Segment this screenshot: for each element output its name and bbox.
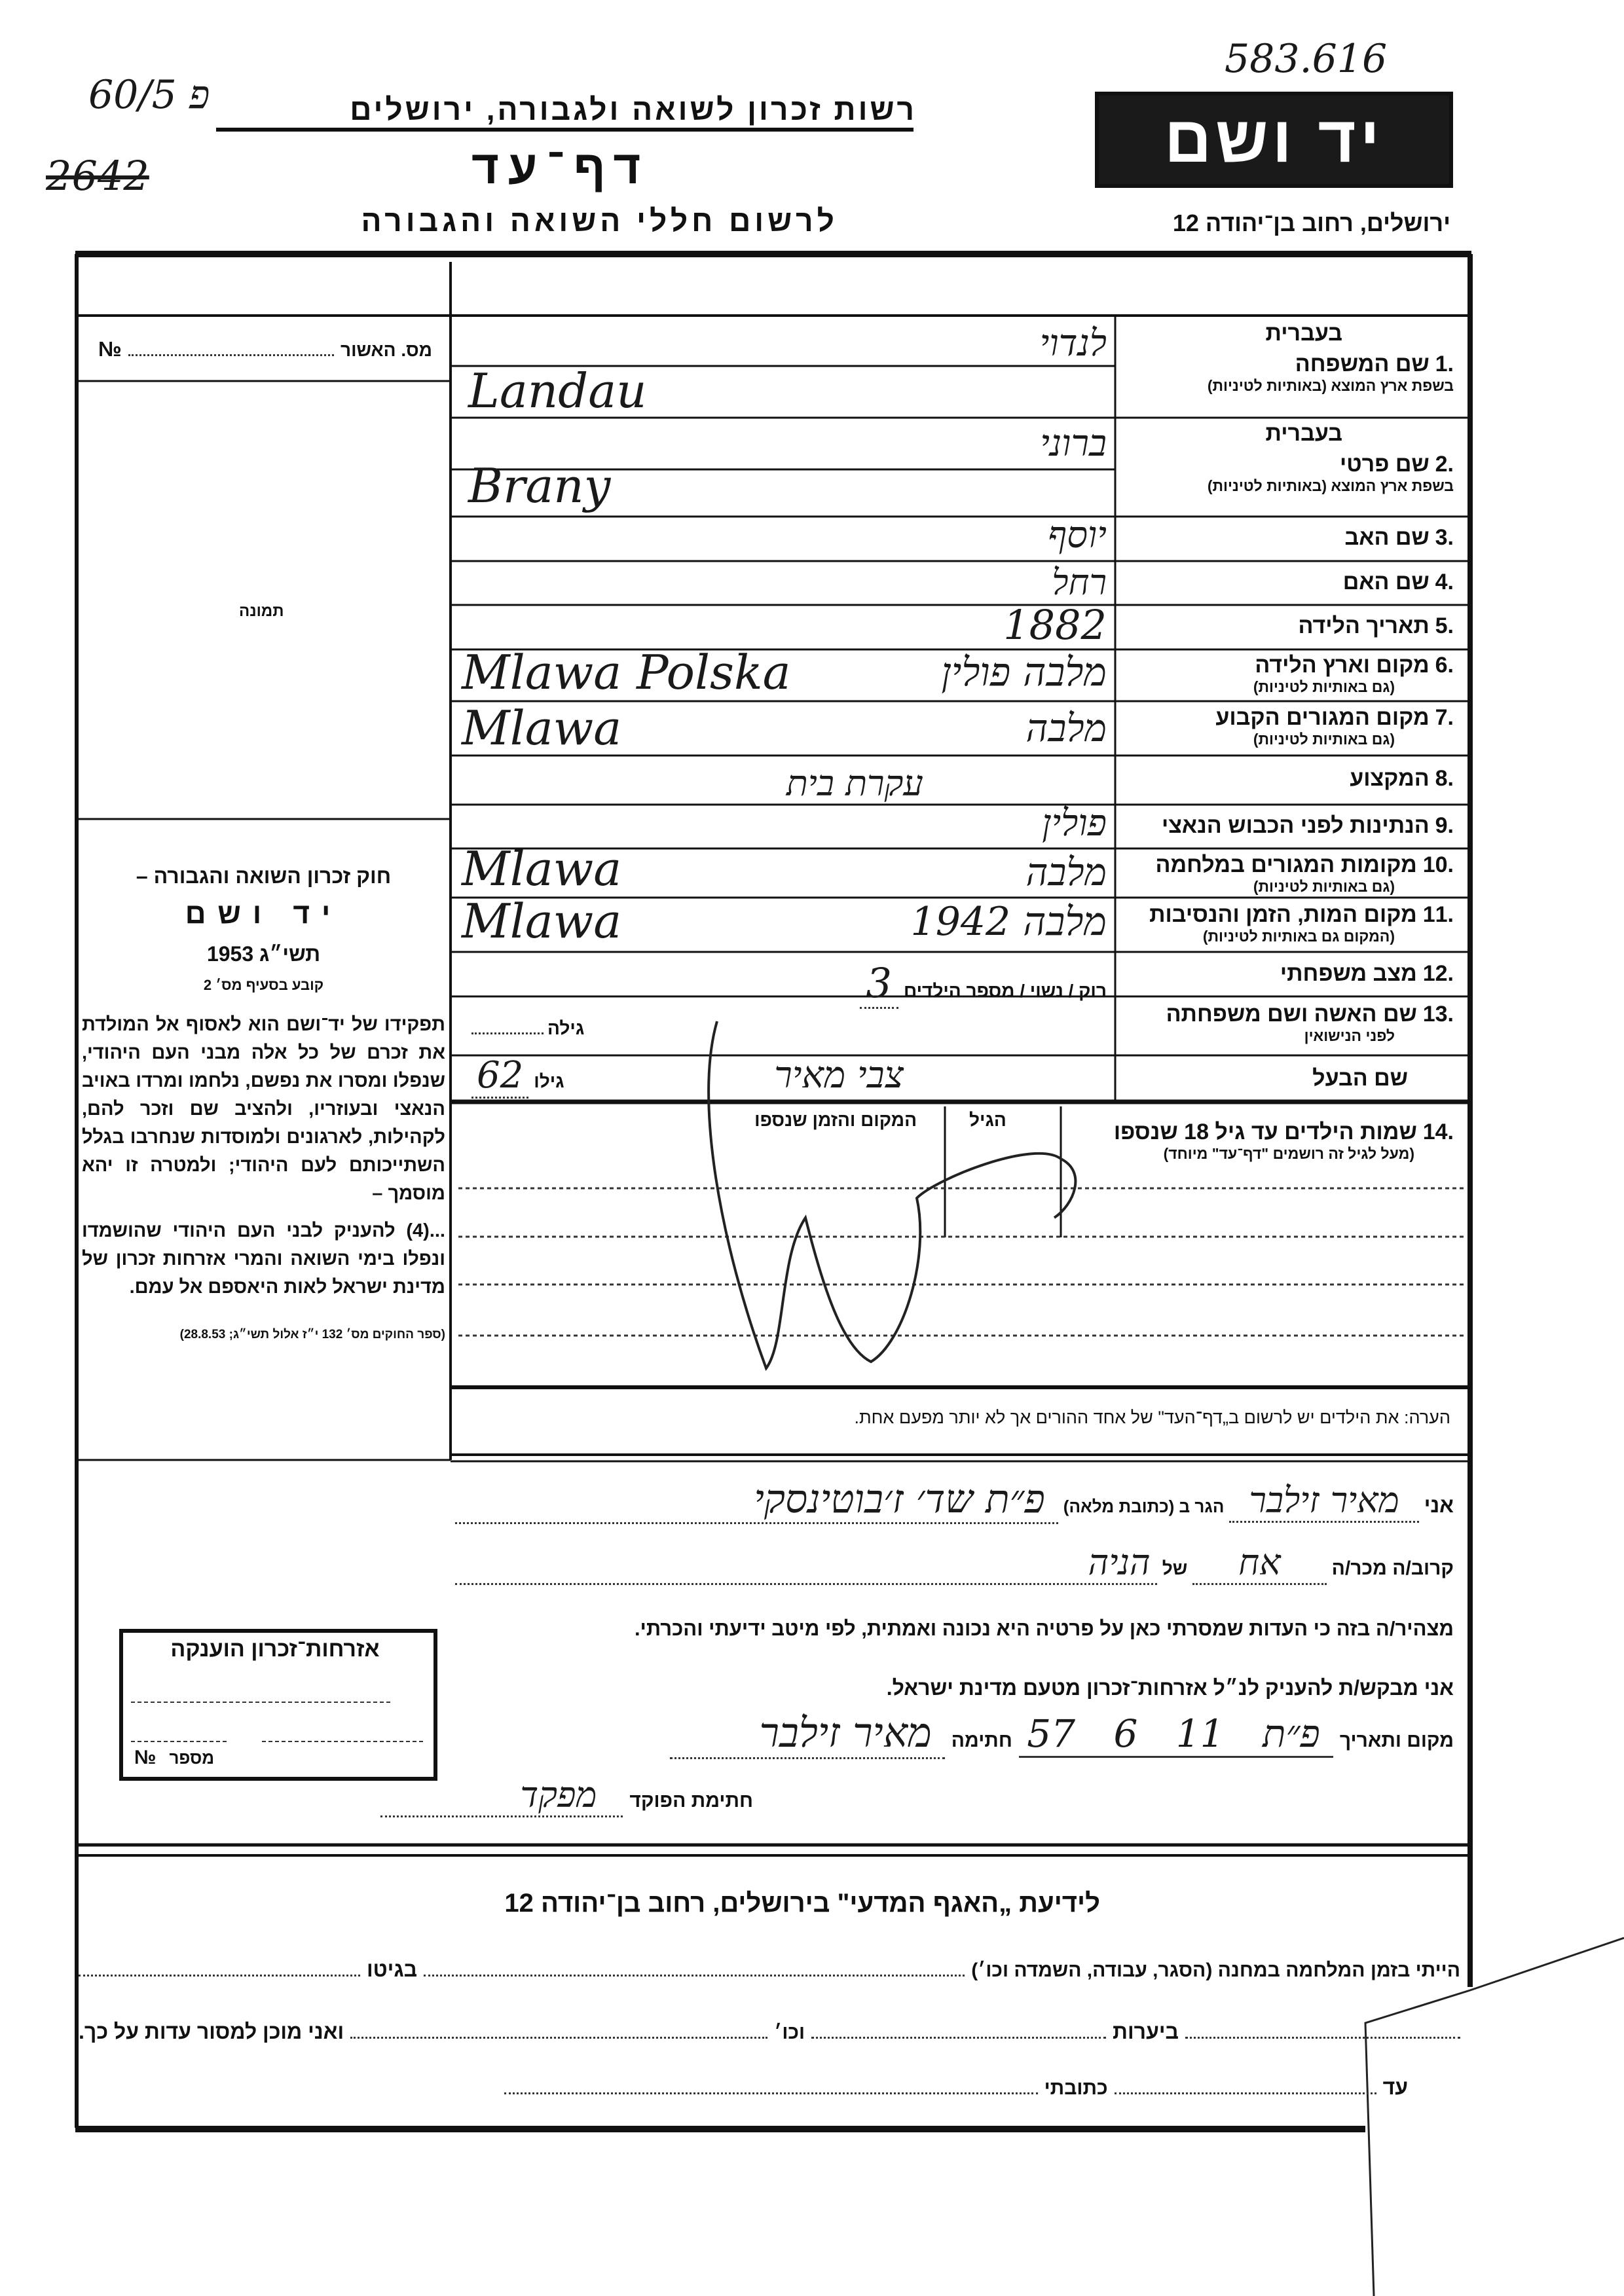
label-text: שם האב xyxy=(1344,525,1430,550)
logo-text: יד ושם xyxy=(1164,103,1384,176)
no-symbol: № xyxy=(98,337,122,361)
firstname-latin-value[interactable]: Brany xyxy=(468,458,611,513)
field-number: .10 xyxy=(1422,852,1454,877)
i-label: אני xyxy=(1424,1493,1454,1517)
field-number: .9 xyxy=(1435,813,1454,838)
of-label: של xyxy=(1162,1558,1188,1578)
forests-label: ביערות xyxy=(1113,2020,1179,2043)
testimony-label: ואני מוכן למסור עדות על כך. xyxy=(79,2020,344,2043)
label-text: מקום המגורים הקבוע xyxy=(1215,705,1430,730)
field-4-label xyxy=(1120,570,1454,595)
form-title: דף־עד xyxy=(471,141,650,194)
field-number: .2 xyxy=(1435,452,1454,477)
marital-status-field[interactable] xyxy=(860,959,1107,1009)
label-text: מקום המות, הזמן והנסיבות xyxy=(1149,902,1417,927)
witness-address-value[interactable]: פ״ת שד׳ ז׳בוטינסקי xyxy=(455,1476,1058,1524)
field-5-label xyxy=(1120,613,1454,639)
approval-label: מס. האשור xyxy=(340,340,432,360)
relation-label: קרוב/ה מכר/ה xyxy=(1331,1558,1454,1579)
struck-number xyxy=(46,152,149,200)
sub-label: (גם באותיות לטיניות) xyxy=(1253,678,1395,695)
approval-number-field[interactable] xyxy=(98,337,432,361)
struck-number-text: 2642 xyxy=(46,152,149,200)
birth-date-value[interactable]: 1882 xyxy=(1003,601,1107,649)
firstname-hebrew-value[interactable]: ברוני xyxy=(1040,422,1107,465)
label-text: תאריך הלידה xyxy=(1298,613,1430,638)
law-year: תשי״ג 1953 xyxy=(206,942,321,966)
sub-label: בשפת ארץ המוצא (באותיות לטיניות) xyxy=(1207,377,1454,394)
label-text: מצב משפחתי xyxy=(1280,961,1417,986)
wartime-residence-hebrew-value[interactable]: מלבה xyxy=(1025,850,1107,894)
witness-name-value[interactable]: מאיר זילבר xyxy=(1229,1480,1418,1523)
ghetto-label: בגיטו xyxy=(367,1958,418,1981)
label-text: שמות הילדים עד גיל 18 שנספו xyxy=(1113,1120,1417,1144)
death-place-hebrew-value[interactable]: מלבה 1942 xyxy=(910,899,1107,945)
field-number: .11 xyxy=(1422,902,1454,927)
field-7-label xyxy=(1120,705,1454,748)
sub-label: (גם באותיות לטיניות) xyxy=(1253,878,1395,895)
form-subtitle: לרשום חללי השואה והגבורה xyxy=(361,204,838,238)
torn-corner xyxy=(1365,1938,1624,2296)
children-note: הערה: את הילדים יש לרשום ב„דף־העד" של אחד ההורים אך לא יותר מפעם אחת. xyxy=(854,1408,1450,1427)
label-text: שם המשפחה xyxy=(1295,352,1430,376)
field-number: .13 xyxy=(1422,1002,1454,1027)
bottom-line-3[interactable] xyxy=(504,2075,1408,2100)
hebrew-tag: בעברית xyxy=(1265,321,1342,346)
law-paragraph-2: ...(4) להעניק לבני העם היהודי שהושמדו ונפלו בימי השואה והמרי אזרחות זכרון של מדינת ישראל לאות היאספם אל עמם. xyxy=(82,1220,445,1298)
law-clause: קובע בסעיף מס׳ 2 xyxy=(203,977,324,993)
field-10-label xyxy=(1120,852,1454,896)
declaration-statement: מצהיר/ה בזה כי העדות שמסרתי כאן על פרטיה היא נכונה ואמתית, לפי מיטב ידיעתי והכרתי. xyxy=(634,1617,1454,1640)
no-symbol: № xyxy=(134,1747,157,1768)
birthplace-hebrew-value[interactable]: מלבה פולין xyxy=(941,649,1107,695)
children-dotted-lines xyxy=(458,1188,1464,1336)
field-number: .7 xyxy=(1435,705,1454,730)
field-number: .6 xyxy=(1435,653,1454,678)
husband-name-value[interactable]: צבי מאיר xyxy=(774,1054,904,1097)
sub-label: (גם באותיות לטיניות) xyxy=(1253,731,1395,748)
field-number: .5 xyxy=(1435,613,1454,638)
field-2-label xyxy=(1120,421,1454,495)
field-number: .1 xyxy=(1435,352,1454,376)
relation-of-value[interactable]: הניה xyxy=(455,1542,1157,1585)
field-8-label xyxy=(1120,766,1454,792)
label-text: מקום וארץ הלידה xyxy=(1255,653,1430,678)
label-text: המקצוע xyxy=(1350,766,1430,791)
field-13-label xyxy=(1120,1002,1454,1045)
sub-label: (מעל לגיל זה רושמים "דף־עד" מיוחד) xyxy=(1163,1145,1414,1162)
husband-age-label: גילו xyxy=(534,1071,564,1091)
mother-name-value[interactable]: רחל xyxy=(1052,562,1107,603)
signature-label: חתימה xyxy=(951,1730,1012,1751)
photo-label: תמונה xyxy=(239,602,284,620)
handwritten-ref-text: 60/5 פ xyxy=(88,72,210,118)
handwritten-ref xyxy=(88,72,210,118)
field-number: .8 xyxy=(1435,766,1454,791)
citizenship-box-title: אזרחות־זכרון הוענקה xyxy=(170,1637,380,1662)
law-citation: (ספר החוקים מס׳ 132 י״ז אלול תשי״ג; 28.8.53) xyxy=(179,1328,445,1341)
official-label: חתימת הפוקד xyxy=(629,1790,753,1812)
husband-age-value[interactable]: 62 xyxy=(471,1054,528,1099)
profession-value[interactable]: עקרת בית xyxy=(786,763,923,804)
surname-latin-value[interactable]: Landau xyxy=(468,363,647,418)
place-date-value[interactable]: פ״ת 11 6 57 xyxy=(1019,1711,1333,1758)
relation-value[interactable]: אח xyxy=(1192,1542,1326,1585)
nationality-value[interactable]: פולין xyxy=(1042,802,1107,845)
label-text: מקומות המגורים במלחמה xyxy=(1155,852,1417,877)
death-place-latin-value[interactable]: Mlawa xyxy=(462,894,622,949)
label-text: שם פרטי xyxy=(1340,452,1430,477)
official-signature[interactable]: מפקד xyxy=(380,1774,623,1817)
field-12-label xyxy=(1120,961,1454,987)
witness-signature[interactable]: מאיר זילבר xyxy=(670,1709,945,1759)
label-text: שם הבעל xyxy=(1312,1066,1408,1091)
number-label: מספר xyxy=(169,1748,215,1768)
official-signature-line[interactable] xyxy=(380,1774,753,1817)
col-place-header: המקום והזמן שנספו xyxy=(754,1110,917,1130)
field-3-label xyxy=(1120,525,1454,551)
residence-hebrew-value[interactable]: מלבה xyxy=(1025,706,1107,750)
label-text: שם האם xyxy=(1342,570,1430,594)
citizenship-request: אני מבקש/ת להעניק לנ״ל אזרחות־זכרון מטעם מדינת ישראל. xyxy=(886,1676,1454,1700)
witness-label: עד xyxy=(1382,2075,1408,2099)
surname-hebrew-value[interactable]: לנדוי xyxy=(1039,322,1107,365)
place-date-label: מקום ותאריך xyxy=(1339,1730,1454,1751)
wartime-residence-latin-value[interactable]: Mlawa xyxy=(462,841,622,896)
place-date-line[interactable] xyxy=(670,1709,1454,1759)
hebrew-tag: בעברית xyxy=(1265,421,1342,446)
field-number: .3 xyxy=(1435,525,1454,550)
field-6-label xyxy=(1120,653,1454,696)
camp-label: הייתי בזמן המלחמה במחנה (הסגר, עבודה, השמדה וכו׳) xyxy=(971,1959,1460,1981)
relation-line[interactable] xyxy=(455,1542,1454,1585)
label-text: הנתינות לפני הכבוש הנאצי xyxy=(1161,813,1430,838)
header-address: ירושלים, רחוב בן־יהודה 12 xyxy=(1172,210,1450,236)
birthplace-latin-value[interactable]: Mlawa Polska xyxy=(462,645,791,700)
father-name-value[interactable]: יוסף xyxy=(1048,514,1107,556)
etc-label: וכו׳ xyxy=(774,2022,805,2043)
law-paragraph-1: תפקידו של יד־ושם הוא לאסוף אל המולדת את זכרם של כל אלה מבני העם היהודי, שנפלו ומסרו את נפשם, נלחמו ומרדו באויב הנאצי ובעוזריו, ולהציב שם וזכר להם, לקהילות, לארגונים ולמוסדות שנחרבו בגלל השתייכותם לעם היהודי; ולמטרה זו יהא מוסמך – xyxy=(82,1014,445,1204)
field-number: .4 xyxy=(1435,570,1454,594)
law-title: חוק זכרון השואה והגבורה – xyxy=(136,864,392,888)
residing-label: הגר ב (כתובת מלאה) xyxy=(1063,1497,1225,1516)
bottom-line-1[interactable] xyxy=(79,1958,1460,1982)
wife-age-label: גילה xyxy=(547,1018,585,1038)
field-1-label xyxy=(1120,321,1454,395)
sub-label: (המקום גם באותיות לטיניות) xyxy=(1202,928,1395,945)
field-14-label xyxy=(1064,1120,1454,1163)
yad-vashem-logo xyxy=(1095,92,1453,188)
my-address-label: כתובתי xyxy=(1044,2077,1108,2099)
col-age-header: הגיל xyxy=(969,1110,1006,1130)
sub-label: לפני הנישואין xyxy=(1304,1027,1395,1044)
field-number: .14 xyxy=(1422,1120,1454,1144)
law-name: יד ושם xyxy=(185,898,342,930)
field-11-label xyxy=(1120,902,1454,945)
org-title: רשות זכרון לשואה ולגבורה, ירושלים xyxy=(350,92,917,126)
archive-number: 583.616 xyxy=(1225,36,1388,82)
bottom-title: לידיעת „האגף המדעי" בירושלים, רחוב בן־יהודה 12 xyxy=(504,1889,1100,1918)
husband-label xyxy=(1120,1066,1408,1091)
label-text: שם האשה ושם משפחתה xyxy=(1166,1002,1417,1027)
field-9-label xyxy=(1120,813,1454,839)
sub-label: בשפת ארץ המוצא (באותיות לטיניות) xyxy=(1207,477,1454,494)
children-count-value[interactable]: 3 xyxy=(860,959,898,1009)
field-number: .12 xyxy=(1422,961,1454,986)
marital-options: רוק / נשוי / מספר הילדים xyxy=(903,981,1107,1001)
witness-line[interactable] xyxy=(455,1476,1454,1524)
residence-latin-value[interactable]: Mlawa xyxy=(462,701,622,756)
citizenship-number-row[interactable] xyxy=(134,1747,214,1769)
bottom-line-2[interactable] xyxy=(79,2020,1460,2044)
wife-age-field[interactable] xyxy=(471,1018,584,1039)
husband-age-field[interactable] xyxy=(471,1054,564,1099)
law-text-block xyxy=(82,864,445,1342)
